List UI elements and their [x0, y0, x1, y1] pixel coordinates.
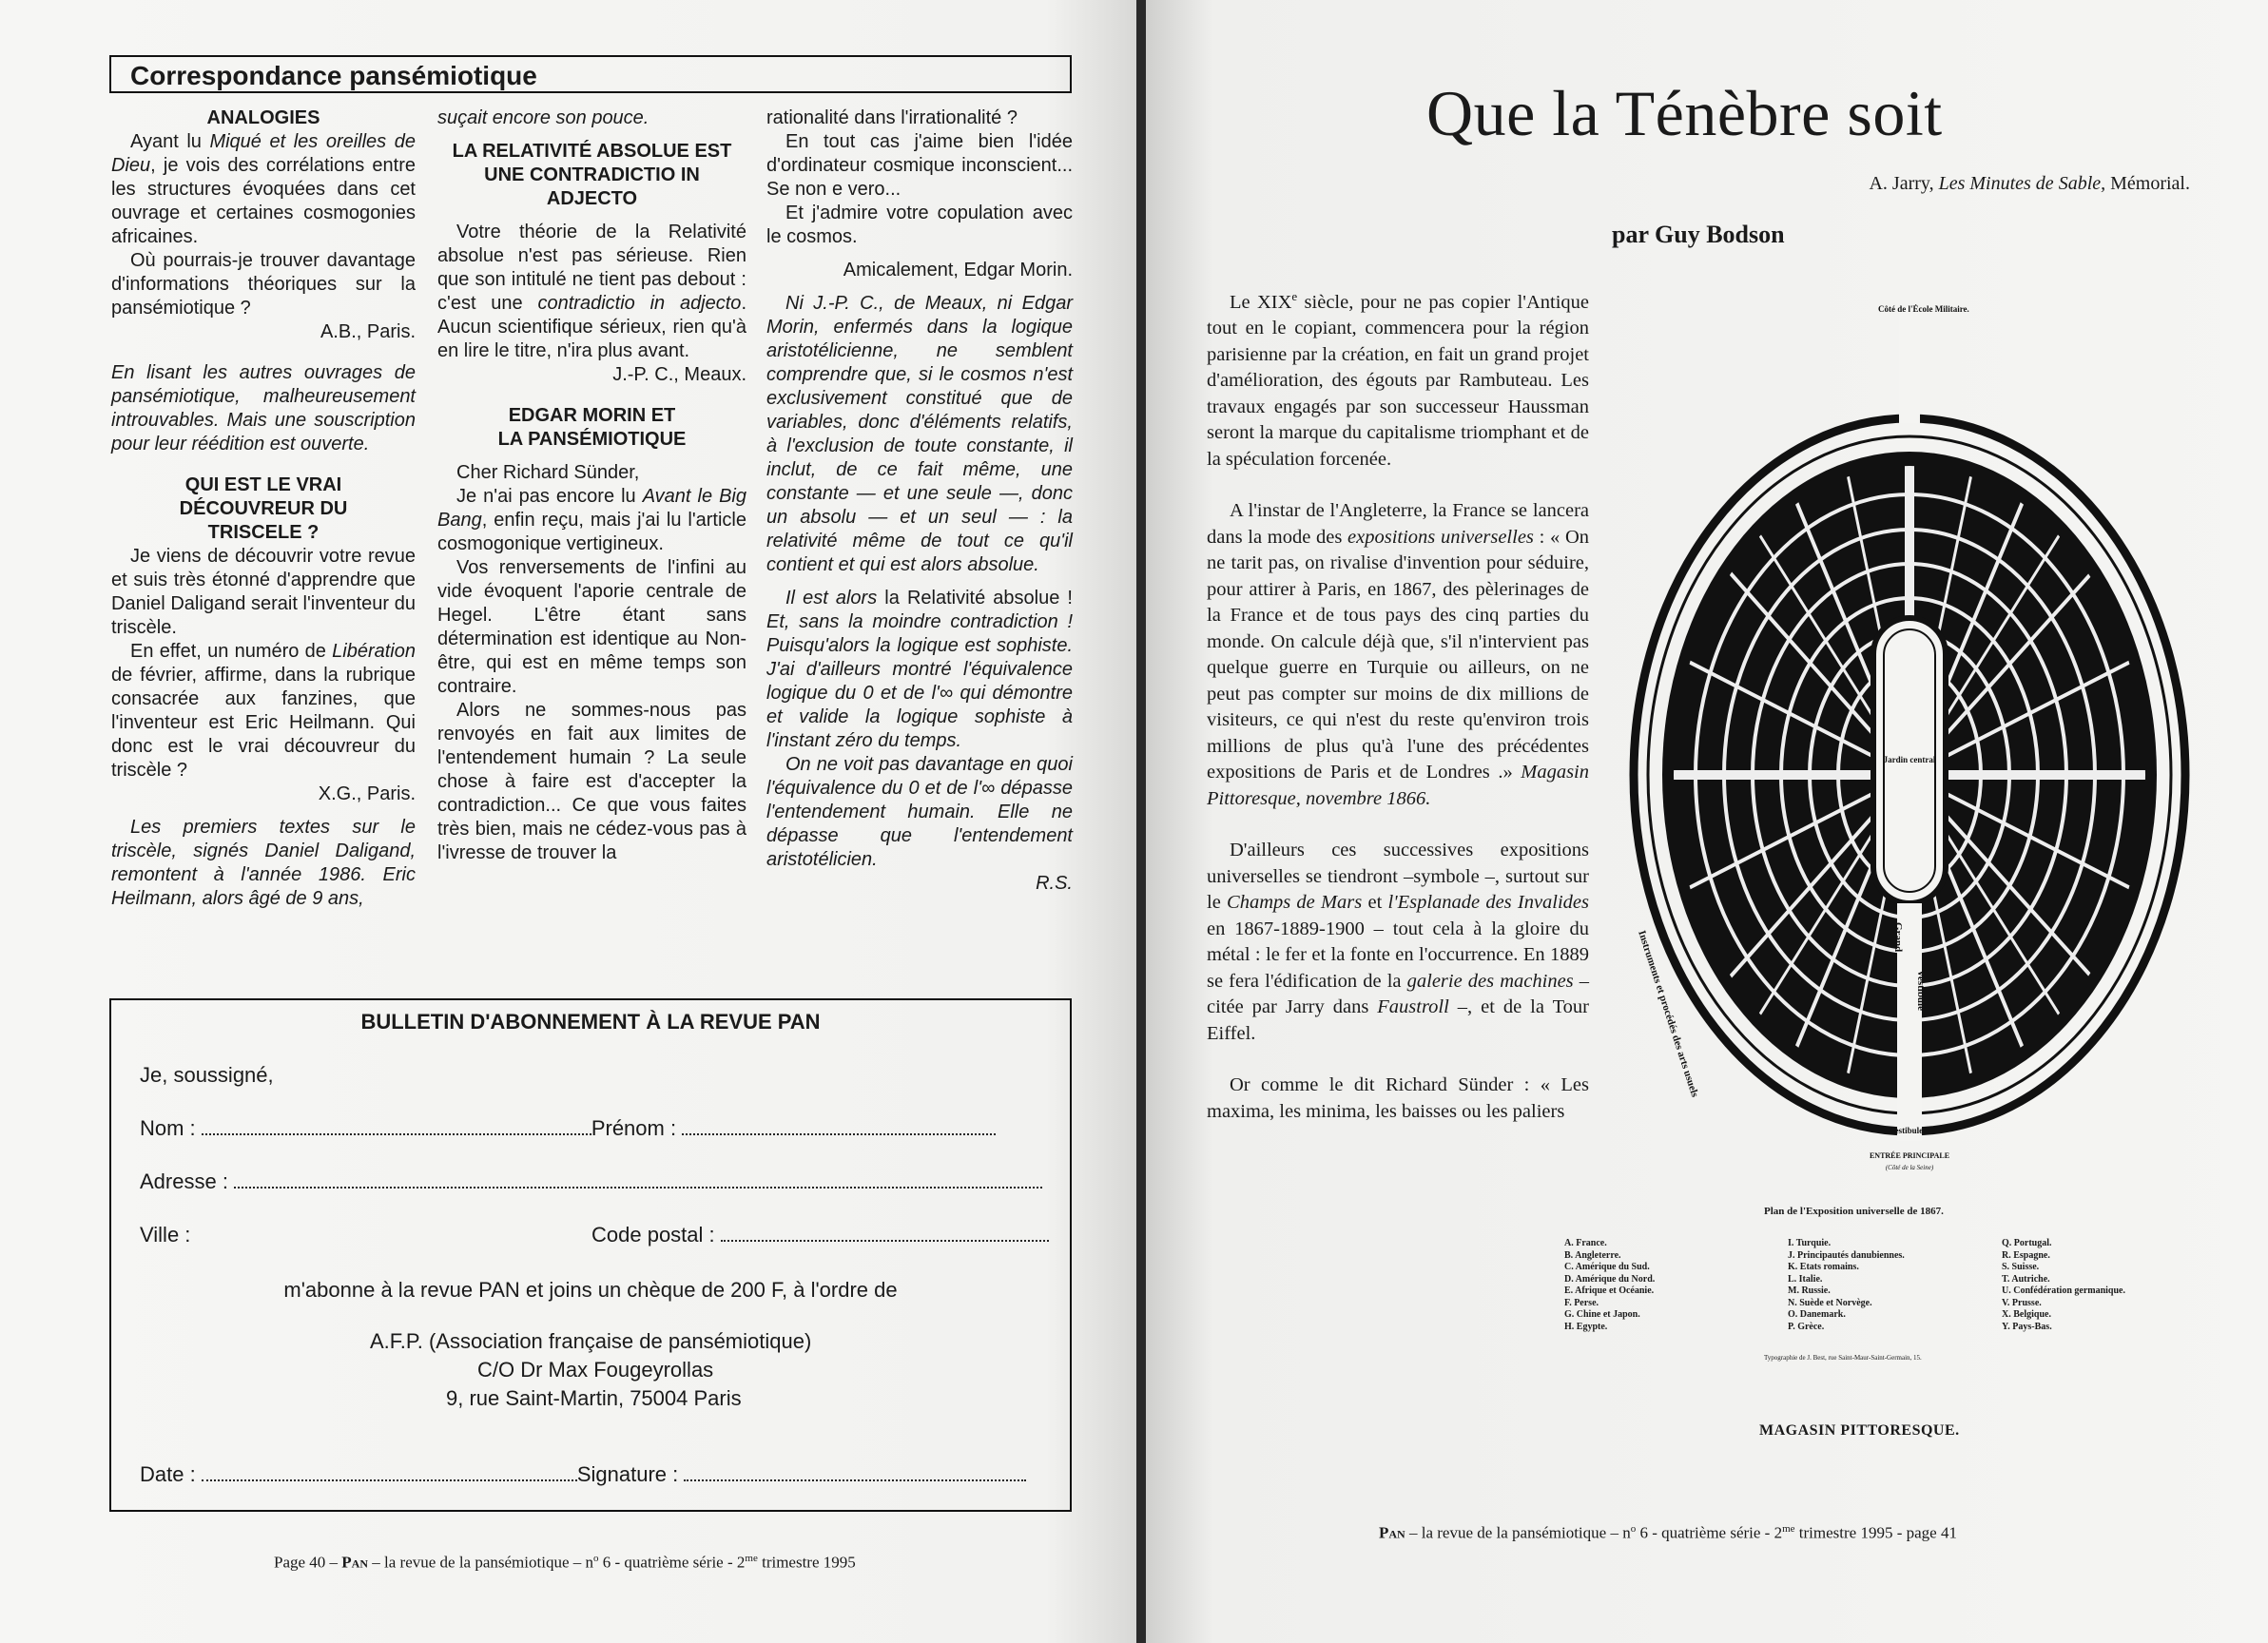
- nom-field[interactable]: [202, 1116, 591, 1135]
- plan-label-curve: Instruments et procédés des arts usuels: [1636, 929, 1701, 1099]
- code-postal-field[interactable]: [721, 1223, 1049, 1242]
- article-title: Que la Ténèbre soit: [1426, 77, 1943, 149]
- legend-col-2: I. Turquie. J. Principautés danubiennes. K. Etats romains. L. Italie. M. Russie. N. Suède et Norvège. O. Danemark. P. Grèce.: [1788, 1238, 1905, 1332]
- editor-reply: En lisant les autres ouvrages de pansémiotique, malheureusement introuvables. Mais une souscription pour leur réédition est ouverte.: [111, 362, 416, 454]
- form-soussigne: Je, soussigné,: [140, 1063, 274, 1087]
- typographer-credit: Typographie de J. Best, rue Saint-Maur-Saint-Germain, 15.: [1764, 1354, 1922, 1362]
- continued-text: suçait encore son pouce.: [437, 107, 649, 128]
- article-paragraph: A l'instar de l'Angleterre, la France se lancera dans la mode des expositions universelles : « On ne tarit pas, on rivalise d'invention pour séduire, pour attirer à Paris, en 1867, des pèlerinages de la France et de tous pays des cinq parties du monde. On calcule déjà que, s'il n'intervient pas quelque guerre en Turquie ou ailleurs, on ne peut pas compter sur moins de dix millions de visiteurs, ce qui n'est du reste qu'environ trois millions de plus qu'à l'une des précédentes expositions de Paris et de Londres .» Magasin Pittoresque, novembre 1866.: [1207, 500, 1590, 809]
- article-paragraph: Le XIXe siècle, pour ne pas copier l'Antique tout en le copiant, commencera pour la région parisienne par la création, en fait un grand projet d'amélioration, des égouts par Rambuteau. Les travaux engagés par son successeur Haussman seront la marque du capitalisme triomphant et de la spéculation forcenée.: [1207, 289, 1590, 470]
- letter-paragraph: Je n'ai pas encore lu Avant le Big Bang, enfin reçu, mais j'ai lu l'article cosmogonique vertigineux.: [437, 486, 746, 554]
- continued-text: rationalité dans l'irrationalité ?: [766, 107, 1018, 128]
- letter-paragraph: Où pourrais-je trouver davantage d'informations théoriques sur la pansémiotique ?: [111, 250, 416, 319]
- form-afp-line1: A.F.P. (Association française de pansémiotique): [370, 1329, 812, 1353]
- epigraph: A. Jarry, Les Minutes de Sable, Mémorial.: [1869, 173, 2190, 194]
- adresse-field[interactable]: [234, 1169, 1042, 1189]
- prenom-field[interactable]: [682, 1116, 996, 1135]
- signature-field[interactable]: [684, 1462, 1026, 1481]
- article-paragraph: Or comme le dit Richard Sünder : « Les maxima, les minima, les baisses ou les paliers: [1207, 1074, 1589, 1122]
- date-field[interactable]: [202, 1462, 577, 1481]
- section-title: Correspondance pansémiotique: [130, 61, 537, 90]
- letter-signature: R.S.: [1036, 873, 1073, 894]
- author-byline: par Guy Bodson: [1612, 221, 1785, 248]
- article-body: [1207, 283, 1589, 1125]
- page-footer-left: Page 40 – Pan – la revue de la pansémiotique – $n^o$ 6 - quatrième série - $2^{me}$ trimestre 1995: [274, 1553, 856, 1572]
- plan-label-entree-2: (Côté de la Seine): [1885, 1164, 1934, 1171]
- letter-paragraph: Et j'admire votre copulation avec le cosmos.: [766, 203, 1073, 247]
- letter-signature: J.-P. C., Meaux.: [612, 364, 746, 385]
- letter-paragraph: Vos renversements de l'infini au vide évoquent l'aporie centrale de Hegel. L'être étant sans détermination est identique au Non-être, qui est en même temps son contraire.: [437, 557, 746, 697]
- letter-paragraph: Votre théorie de la Relativité absolue n'est pas sérieuse. Rien que son intitulé ne tient pas debout : c'est une contradictio in adjecto. Aucun scientifique sérieux, rien qu'à en lire le titre, n'ira plus avant.: [437, 222, 746, 361]
- section-header: [109, 55, 1072, 93]
- letter-paragraph: Cher Richard Sünder,: [456, 462, 640, 483]
- article-paragraph: D'ailleurs ces successives expositions universelles se tiendront –symbole –, surtout sur le Champs de Mars et l'Esplanade des Invalides en 1867-1889-1900 – tout cela à la gloire du métal : le fer et la fonte en l'occurrence. En 1889 se fera l'édification de la galerie des machines – citée par Jarry dans Faustroll –, et de la Tour Eiffel.: [1207, 840, 1590, 1044]
- plan-label-entree: ENTRÉE PRINCIPALE: [1869, 1151, 1950, 1160]
- plan-label-grand: Grand: [1892, 922, 1904, 953]
- form-name-row: Nom : Prénom :: [140, 1116, 996, 1141]
- column-3: [766, 106, 1073, 896]
- plan-caption: Plan de l'Exposition universelle de 1867.: [1764, 1206, 1944, 1217]
- page-footer-right: Pan – la revue de la pansémiotique – $n^o$ 6 - quatrième série - $2^{me}$ trimestre 1995 - page 41: [1379, 1523, 1957, 1542]
- letter-signature: Amicalement, Edgar Morin.: [843, 260, 1073, 280]
- legend-col-3: Q. Portugal. R. Espagne. S. Suisse. T. Autriche. U. Confédération germanique. V. Prusse. X. Belgique. Y. Pays-Bas.: [2002, 1238, 2125, 1332]
- letter-signature: A.B., Paris.: [320, 321, 416, 342]
- north-axis: [1899, 309, 1920, 423]
- editor-reply: Les premiers textes sur le triscèle, signés Daniel Daligand, remontent à l'année 1986. Eric Heilmann, alors âgé de 9 ans,: [111, 817, 416, 909]
- column-1: [111, 106, 416, 911]
- exposition-plan-illustration: [1602, 304, 2211, 1198]
- plan-label-top: Côté de l'École Militaire.: [1878, 304, 1969, 314]
- heading-relativite: LA RELATIVITÉ ABSOLUE EST UNE CONTRADICTIO IN ADJECTO: [452, 141, 732, 209]
- right-page: [1146, 0, 2268, 1643]
- subscription-form: [109, 998, 1072, 1512]
- form-afp-line3: 9, rue Saint-Martin, 75004 Paris: [446, 1386, 742, 1410]
- letter-paragraph: En effet, un numéro de Libération de février, affirme, dans la rubrique consacrée aux fanzines, que l'inventeur est Eric Heilmann. Qui donc est le vrai découvreur du triscèle ?: [111, 641, 416, 781]
- illustration-source: MAGASIN PITTORESQUE.: [1759, 1422, 1960, 1439]
- letter-paragraph: Alors ne sommes-nous pas renvoyés en fait aux limites de l'entendement humain ? La seule chose à faire est d'accepter la contradiction... Ce que vous faites très bien, mais ne cédez-vous pas à l'ivresse de trouver la: [437, 700, 746, 863]
- legend-col-1: A. France. B. Angleterre. C. Amérique du Sud. D. Amérique du Nord. E. Afrique et Océanie. F. Perse. G. Chine et Japon. H. Egypte.: [1564, 1238, 1656, 1332]
- binding-gutter: [1136, 0, 1146, 1643]
- heading-analogies: ANALOGIES: [206, 107, 320, 128]
- form-afp-line2: C/O Dr Max Fougeyrollas: [477, 1358, 714, 1382]
- form-abonne-text: m'abonne à la revue PAN et joins un chèque de 200 F, à l'ordre de: [283, 1278, 898, 1302]
- heading-morin: EDGAR MORIN ET LA PANSÉMIOTIQUE: [497, 405, 687, 450]
- form-date-row: Date : Signature :: [140, 1462, 1026, 1487]
- heading-triscele: QUI EST LE VRAI DÉCOUVREUR DU TRISCELE ?: [179, 474, 348, 543]
- letter-paragraph: En tout cas j'aime bien l'idée d'ordinateur cosmique inconscient... Se non e vero...: [766, 131, 1073, 200]
- form-code-row: Code postal :: [591, 1223, 1049, 1247]
- editor-reply: Ni J.-P. C., de Meaux, ni Edgar Morin, enfermés dans la logique aristotélicienne, ne semblent comprendre que, si le cosmos n'est exclusivement constitué que de variables, donc d'éléments relatifs, à l'exclusion de toute constante, il inclut, de ce fait même, une constante — et une seule —, donc un absolu — et un seul — : la relativité même de tout ce qu'il contient et qui est alors absolue.: [766, 293, 1073, 575]
- form-title: BULLETIN D'ABONNEMENT À LA REVUE PAN: [360, 1010, 821, 1034]
- form-ville-row: Ville :: [140, 1223, 191, 1247]
- letter-paragraph: Je viens de découvrir votre revue et suis très étonné d'apprendre que Daniel Daligand serait l'inventeur du triscèle.: [111, 546, 416, 638]
- editor-reply: Il est alors la Relativité absolue ! Et, sans la moindre contradiction ! Puisqu'alors la logique est sophiste. J'ai d'ailleurs montré l'équivalence logique du 0 et de l'∞ qui démontre et valide la logique sophiste à l'instant zéro du temps.: [766, 588, 1073, 751]
- plan-label-vestibule-2: Vestibule: [1890, 1126, 1924, 1135]
- plan-label-vestibule: Vestibule: [1915, 970, 1927, 1011]
- column-2: [437, 106, 746, 865]
- editor-reply: On ne voit pas davantage en quoi l'équivalence du 0 et de l'∞ dépasse l'entendement humain. Elle ne dépasse que l'entendement aristotélicien.: [766, 754, 1073, 870]
- plan-label-centre: Jardin central: [1883, 755, 1936, 764]
- form-address-row: Adresse :: [140, 1169, 1042, 1194]
- letter-signature: X.G., Paris.: [318, 783, 416, 804]
- letter-paragraph: Ayant lu Miqué et les oreilles de Dieu, je vois des corrélations entre les structures évoquées dans cet ouvrage et certaines cosmogonies africaines.: [111, 131, 416, 247]
